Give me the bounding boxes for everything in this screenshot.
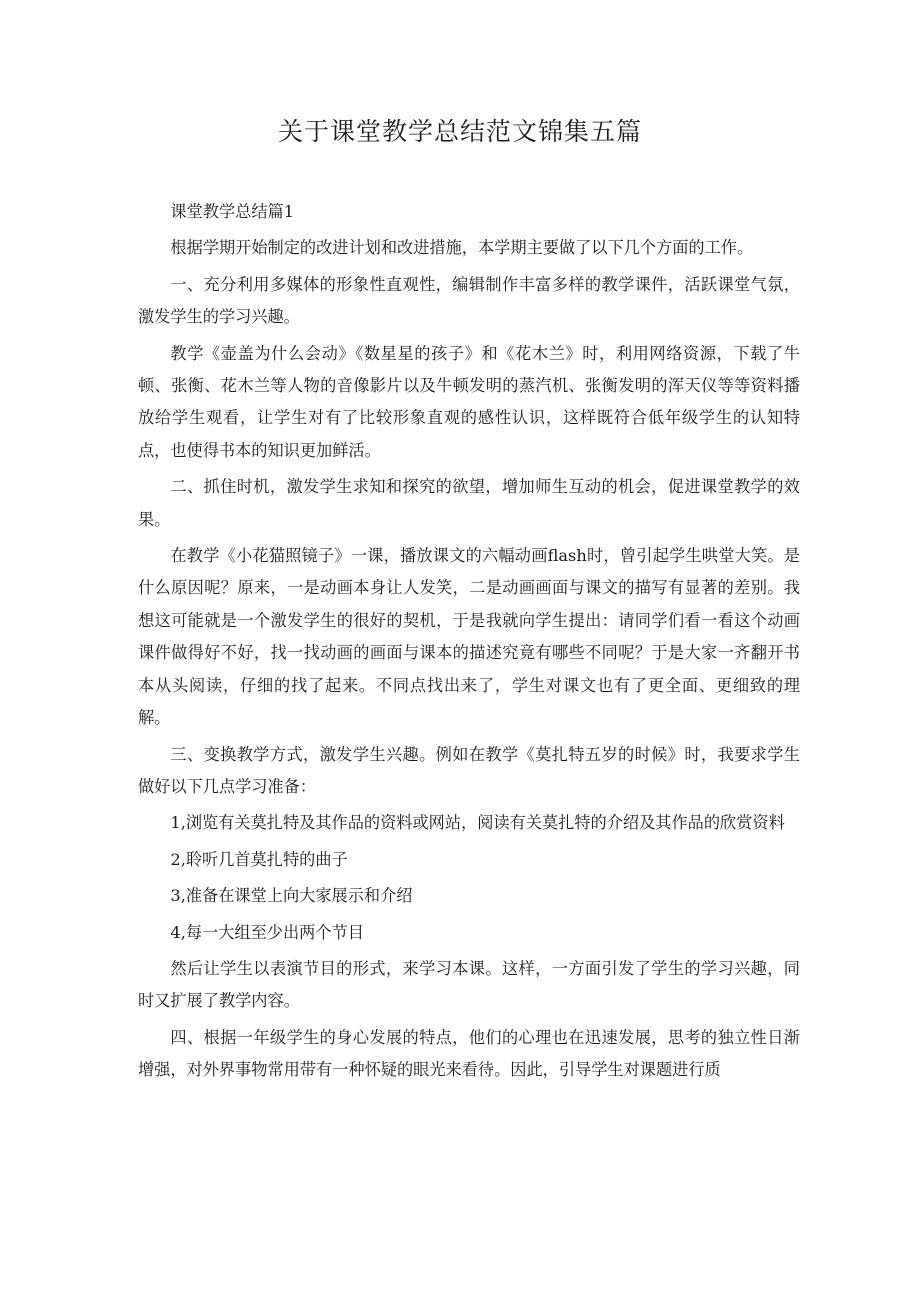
paragraph: 二、抓住时机，激发学生求知和探究的欲望，增加师生互动的机会，促进课堂教学的效果。 xyxy=(138,477,800,529)
section-heading: 课堂教学总结篇1 xyxy=(170,202,295,221)
paragraph: 教学《壶盖为什么会动》《数星星的孩子》和《花木兰》时，利用网络资源，下载了牛顿、张衡、花木兰等人物的音像影片以及牛顿发明的蒸汽机、张衡发明的浑天仪等等资料播放给学生观看，让学生对有了比较形象直观的感性认识，这样既符合低年级学生的认知特点，也使得书本的知识更加鲜活。 xyxy=(138,343,800,460)
list-item: 4,每一大组至少出两个节目 xyxy=(170,922,364,942)
paragraph: 根据学期开始制定的改进计划和改进措施，本学期主要做了以下几个方面的工作。 xyxy=(170,238,754,258)
paragraph: 然后让学生以表演节目的形式，来学习本课。这样，一方面引发了学生的学习兴趣，同时又扩展了教学内容。 xyxy=(138,958,800,1011)
paragraph: 四、根据一年级学生的身心发展的特点，他们的心理也在迅速发展，思考的独立性日渐增强，对外界事物常用带有一种怀疑的眼光来看待。因此，引导学生对课题进行质 xyxy=(138,1027,800,1080)
list-item: 3,准备在课堂上向大家展示和介绍 xyxy=(170,886,413,906)
list-item: 2,聆听几首莫扎特的曲子 xyxy=(170,849,348,869)
list-item: 1,浏览有关莫扎特及其作品的资料或网站，阅读有关莫扎特的介绍及其作品的欣赏资料 xyxy=(170,813,785,833)
paragraph: 一、充分利用多媒体的形象性直观性，编辑制作丰富多样的教学课件，活跃课堂气氛，激发学生的学习兴趣。 xyxy=(138,274,800,327)
paragraph: 三、变换教学方式，激发学生兴趣。例如在教学《莫扎特五岁的时候》时，我要求学生做好以下几点学习准备： xyxy=(138,744,800,796)
document-title: 关于课堂教学总结范文锦集五篇 xyxy=(277,117,642,146)
paragraph: 在教学《小花猫照镜子》一课，播放课文的六幅动画flash时，曾引起学生哄堂大笑。是什么原因呢？原来，一是动画本身让人发笑，二是动画画面与课文的描写有显著的差别。我想这可能就是一个激发学生的很好的契机，于是我就向学生提出：请同学们看一看这个动画课件做得好不好，找一找动画的画面与课本的描述究竟有哪些不同呢？于是大家一齐翻开书本从头阅读，仔细的找了起来。不同点找出来了，学生对课文也有了更全面、更细致的理解。 xyxy=(138,546,800,728)
document-body xyxy=(138,196,800,1091)
